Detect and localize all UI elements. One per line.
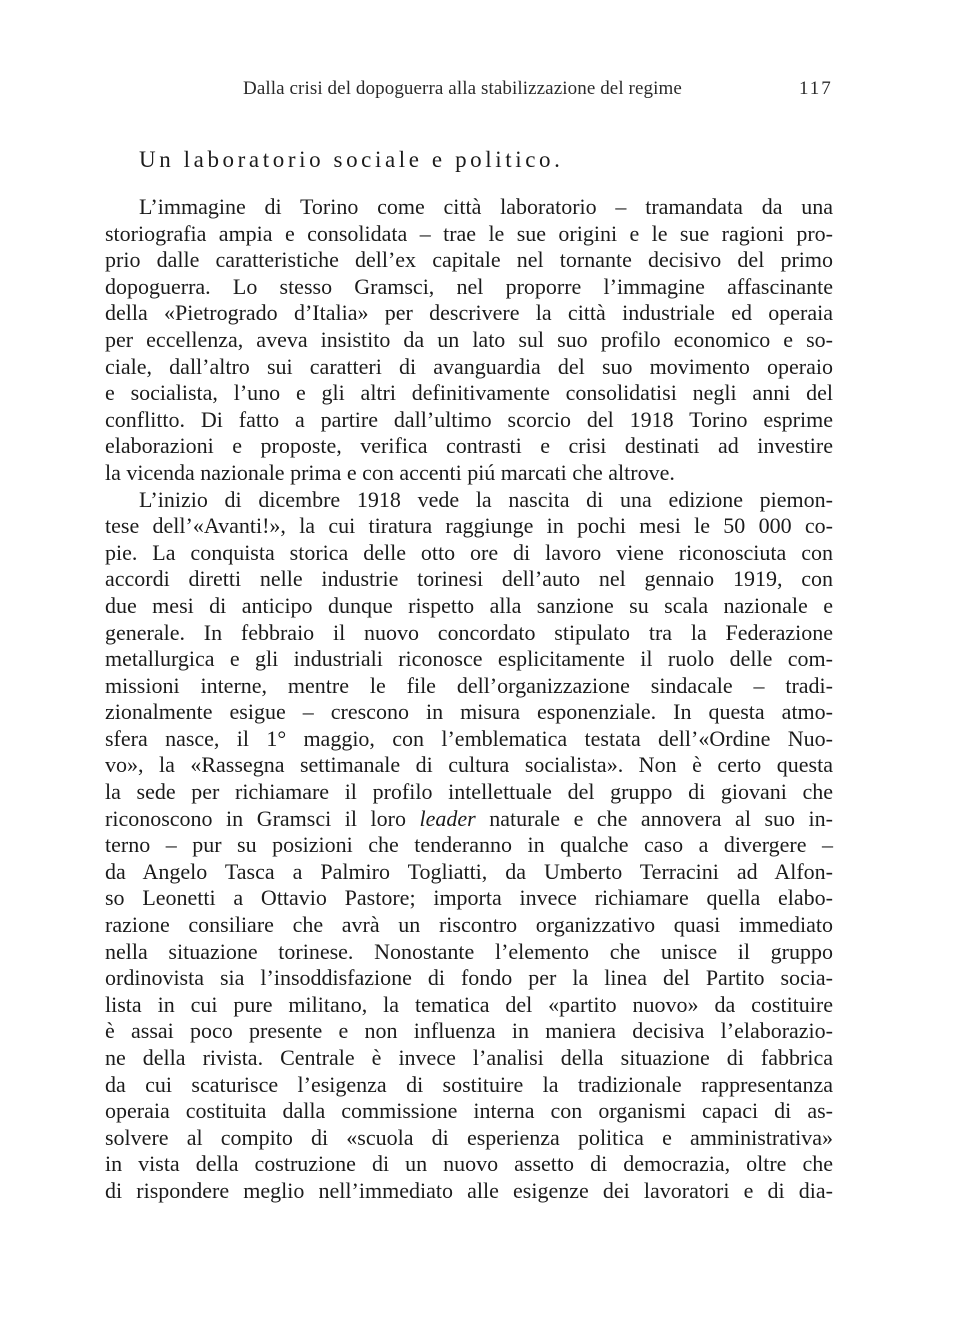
italic-term: leader (419, 805, 476, 831)
text-line: e socialista, l’uno e gli altri definitivamente consolidatisi negli anni del (105, 380, 833, 406)
text-line: so Leonetti a Ottavio Pastore; importa invece richiamare quella elabo- (105, 885, 833, 911)
text-line: storiografia ampia e consolidata – trae le sue origini e le sue ragioni pro- (105, 220, 833, 246)
text-line: accordi diretti nelle industrie torinesi dell’auto nel gennaio 1919, con (105, 566, 833, 592)
text-line: L’immagine di Torino come città laboratorio – tramandata da una (139, 194, 833, 219)
text-line: sfera nasce, il 1° maggio, con l’emblematica testata dell’«Ordine Nuo- (105, 725, 833, 751)
text-line: solvere al compito di «scuola di esperienza politica e amministrativa» (105, 1124, 833, 1150)
paragraph (105, 194, 833, 487)
text-line: da Angelo Tasca a Palmiro Togliatti, da Umberto Terracini ad Alfon- (105, 858, 833, 884)
text-line: ordinovista sia l’insoddisfazione di fondo per la linea del Partito socia- (105, 965, 833, 991)
text-line: elaborazioni e proposte, verifica contrasti e crisi destinati ad investire (105, 433, 833, 459)
page-number: 117 (799, 78, 833, 99)
text-line: nella situazione torinese. Nonostante l’elemento che unisce il gruppo (105, 938, 833, 964)
paragraph (105, 487, 833, 1205)
text-line (105, 806, 833, 833)
text-line: in vista della costruzione di un nuovo assetto di democrazia, oltre che (105, 1151, 833, 1177)
text-line: della «Pietrogrado d’Italia» per descrivere la città industriale ed operaia (105, 300, 833, 326)
text-segment: naturale e che annovera al suo in- (475, 805, 833, 831)
text-line: pie. La conquista storica delle otto ore di lavoro viene riconosciuta con (105, 539, 833, 565)
text-line: per eccellenza, aveva insistito da un lato sul suo profilo economico e so- (105, 326, 833, 352)
text-line: razione consiliare che avrà un riscontro organizzativo quasi immediato (105, 912, 833, 938)
text-line: metallurgica e gli industriali riconosce esplicitamente il ruolo delle com- (105, 646, 833, 672)
text-line: vo», la «Rassegna settimanale di cultura socialista». Non è certo questa (105, 752, 833, 778)
text-line: ne della rivista. Centrale è invece l’analisi della situazione di fabbrica (105, 1045, 833, 1070)
section-title: Un laboratorio sociale e politico. (139, 147, 564, 172)
text-line: la vicenda nazionale prima e con accenti piú marcati che altrove. (105, 459, 675, 485)
running-head: Dalla crisi del dopoguerra alla stabilizzazione del regime (243, 78, 682, 99)
text-line: zionalmente esigue – crescono in misura esponenziale. In questa atmo- (105, 699, 833, 725)
text-line: lista in cui pure militano, la tematica del «partito nuovo» da costituire (105, 991, 833, 1017)
text-line: di rispondere meglio nell’immediato alle esigenze dei lavoratori e di dia- (105, 1177, 833, 1203)
text-line: terno – pur su posizioni che tenderanno in qualche caso a divergere – (105, 832, 833, 858)
text-line: prio dalle caratteristiche dell’ex capitale nel tornante decisivo del primo (105, 247, 833, 273)
text-line: L’inizio di dicembre 1918 vede la nascita di una edizione piemon- (139, 486, 833, 512)
text-line: conflitto. Di fatto a partire dall’ultimo scorcio del 1918 Torino esprime (105, 406, 833, 432)
text-line: è assai poco presente e non influenza in maniera decisiva l’elaborazio- (105, 1018, 833, 1044)
text-line: generale. In febbraio il nuovo concordato stipulato tra la Federazione (105, 619, 833, 645)
text-line: la sede per richiamare il profilo intellettuale del gruppo di giovani che (105, 779, 833, 805)
text-line: tese dell’«Avanti!», la cui tiratura raggiunge in pochi mesi le 50 000 co- (105, 513, 833, 539)
text-segment: riconoscono in Gramsci il loro (105, 805, 420, 831)
text-line: da cui scaturisce l’esigenza di sostituire la tradizionale rappresentanza (105, 1071, 833, 1097)
text-line: operaia costituita dalla commissione interna con organismi capaci di as- (105, 1098, 833, 1124)
text-line: missioni interne, mentre le file dell’organizzazione sindacale – tradi- (105, 672, 833, 698)
body-text (105, 194, 833, 1205)
text-line: ciale, dall’altro sui caratteri di avanguardia del suo movimento operaio (105, 353, 833, 379)
text-line: dopoguerra. Lo stesso Gramsci, nel proporre l’immagine affascinante (105, 273, 833, 299)
text-line: due mesi di anticipo dunque rispetto alla sanzione su scala nazionale e (105, 592, 833, 618)
